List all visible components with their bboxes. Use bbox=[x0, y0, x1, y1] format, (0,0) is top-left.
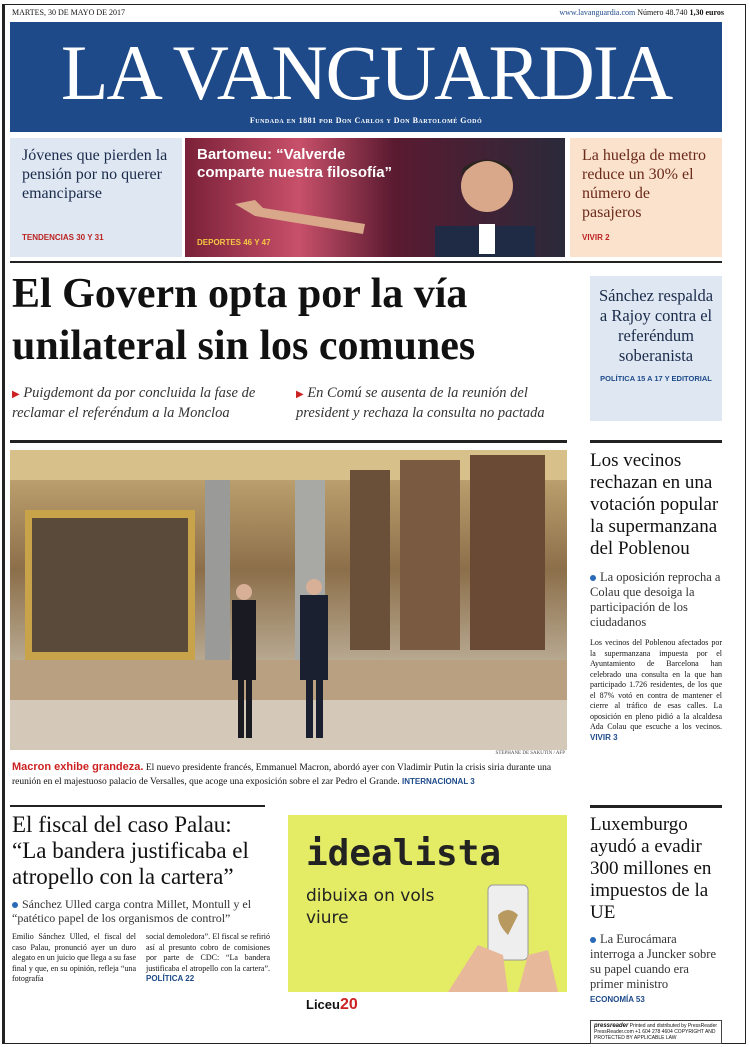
poblenou-headline: Los vecinos rechazan en una votación popular la supermanzana del Poblenou bbox=[590, 450, 719, 559]
teaser-section: DEPORTES 46 Y 47 bbox=[197, 238, 271, 247]
liceu-text: Liceu bbox=[306, 997, 340, 1012]
top-info bbox=[559, 8, 724, 17]
luxemburgo-headline: Luxemburgo ayudó a evadir 300 millones en impuestos de la UE bbox=[590, 814, 712, 923]
date: MARTES, 30 DE MAYO DE 2017 bbox=[12, 8, 126, 17]
lead-subhead bbox=[296, 384, 566, 423]
ad-brand: idealista bbox=[306, 833, 502, 874]
valverde-photo bbox=[425, 146, 535, 257]
luxemburgo-bullet bbox=[590, 932, 722, 992]
divider bbox=[10, 805, 265, 807]
palau-section[interactable]: POLÍTICA 22 bbox=[146, 974, 195, 983]
poblenou-story[interactable] bbox=[590, 450, 722, 743]
teaser-jovenes[interactable] bbox=[10, 138, 182, 257]
masthead-founded: Fundada en 1881 por Don Carlos y Don Bartolomé Godó bbox=[249, 116, 483, 125]
poblenou-body bbox=[590, 638, 722, 743]
caption-title: Macron exhibe grandeza. bbox=[12, 761, 144, 773]
luxemburgo-story[interactable] bbox=[590, 814, 722, 1004]
triangle-icon: ▶ bbox=[12, 389, 20, 400]
pressreader-stamp bbox=[590, 1020, 722, 1044]
bullet-icon bbox=[590, 575, 596, 581]
divider bbox=[590, 440, 722, 443]
teaser-headline: Jóvenes que pierden la pensión por no querer emanciparse bbox=[22, 147, 168, 202]
website-link[interactable]: www.lavanguardia.com bbox=[559, 8, 636, 17]
sidebar-section: POLÍTICA 15 A 17 Y EDITORIAL bbox=[600, 374, 712, 383]
liceu-number: 20 bbox=[339, 996, 358, 1013]
palau-bullet bbox=[12, 897, 270, 925]
divider bbox=[10, 440, 567, 443]
masthead-logo: LA VANGUARDIA bbox=[60, 29, 672, 116]
teaser-headline: La huelga de metro reduce un 30% el número de pasajeros bbox=[582, 147, 706, 221]
teaser-section: VIVIR 2 bbox=[582, 233, 610, 242]
poblenou-section[interactable]: VIVIR 3 bbox=[590, 732, 618, 742]
divider bbox=[590, 805, 722, 808]
pointing-arm bbox=[235, 194, 365, 234]
versailles-photo[interactable] bbox=[10, 450, 567, 750]
body-text: Los vecinos del Poblenou afectados por la supermanzana impuesta por el Ayuntamiento de Barcelona han celebrado una consulta en la que han participado 1.726 residentes, de los que el 87% votó en contra de mantener el cierre al tráfico de esas calles. La oposición en pleno pidió a la alcaldesa Ada Colau que escuche a los vecinos. bbox=[590, 638, 722, 731]
price: 1,30 euros bbox=[689, 8, 724, 17]
luxemburgo-section[interactable]: ECONOMÍA 53 bbox=[590, 995, 645, 1004]
caption-section[interactable]: INTERNACIONAL 3 bbox=[401, 777, 475, 786]
sidebar-headline: Sánchez respalda a Rajoy contra el referéndum soberanista bbox=[598, 286, 714, 365]
pressreader-logo: pressreader bbox=[594, 1023, 629, 1029]
masthead bbox=[10, 22, 722, 132]
bullet-icon bbox=[12, 902, 18, 908]
photo-caption bbox=[12, 761, 572, 789]
body-text: social demoledora”. El fiscal se refirió así al presunto cobro de comisiones por parte de CDC: “La bandera justificaba el atropello con la cartera”. bbox=[146, 932, 270, 973]
lead-headline[interactable]: El Govern opta por la vía unilateral sin los comunes bbox=[12, 271, 476, 369]
bullet-text: La Eurocámara interroga a Juncker sobre su papel cuando era primer ministro bbox=[590, 932, 716, 991]
ad-tagline: dibuixa on vols viure bbox=[306, 886, 435, 928]
palau-headline: El fiscal del caso Palau: “La bandera justificaba el atropello con la cartera” bbox=[12, 812, 249, 889]
bullet-text: Sánchez Ulled carga contra Millet, Montull y el “patético papel de los organismos de control” bbox=[12, 897, 252, 925]
lead-subhead bbox=[12, 384, 282, 423]
triangle-icon: ▶ bbox=[296, 389, 304, 400]
lead-subhead-text: En Comú se ausenta de la reunión del president y rechaza la consulta no pactada bbox=[296, 385, 545, 421]
photo-illustration bbox=[10, 450, 567, 750]
divider bbox=[10, 261, 722, 263]
lead-subhead-text: Puigdemont da por concluida la fase de reclamar el referéndum a la Moncloa bbox=[12, 385, 256, 421]
palau-body-col1: Emilio Sánchez Ulled, el fiscal del caso Palau, pronunció ayer un duro alegato en un juicio que llega a su fase final y que, en su opinión, refleja “una fotografía bbox=[12, 932, 136, 983]
liceu-logo bbox=[306, 996, 358, 1014]
palau-body-col2 bbox=[146, 932, 270, 985]
poblenou-bullet bbox=[590, 570, 722, 630]
caption-text: El nuevo presidente francés, Emmanuel Macron, abordó ayer con Vladimir Putin la crisis siria durante una reunión en el majestuoso palacio de Versalles, que acoge una exposición sobre el zar Pedro el Grande. bbox=[12, 763, 552, 787]
teaser-section: TENDENCIAS 30 Y 31 bbox=[22, 233, 104, 242]
phone-hand-illustration bbox=[448, 875, 567, 992]
pressreader-text: Printed and distributed by PressReader PressReader.com +1 604 278 4604 COPYRIGHT AND PROTECTED BY APPLICABLE LAW bbox=[594, 1023, 718, 1041]
bullet-text: La oposición reprocha a Colau que desoiga la participación de los ciudadanos bbox=[590, 570, 721, 629]
issue-number: Número 48.740 bbox=[637, 8, 688, 17]
teaser-headline: Bartomeu: “Valverde comparte nuestra filosofía” bbox=[197, 146, 393, 181]
teaser-bartomeu[interactable] bbox=[185, 138, 565, 257]
idealista-ad[interactable] bbox=[288, 815, 567, 992]
teaser-huelga-metro[interactable] bbox=[570, 138, 722, 257]
palau-story[interactable] bbox=[12, 812, 270, 985]
bullet-icon bbox=[590, 937, 596, 943]
sidebar-sanchez[interactable] bbox=[590, 276, 722, 421]
photo-credit: STEPHANE DE SAKUTIN / AFP bbox=[495, 751, 565, 756]
